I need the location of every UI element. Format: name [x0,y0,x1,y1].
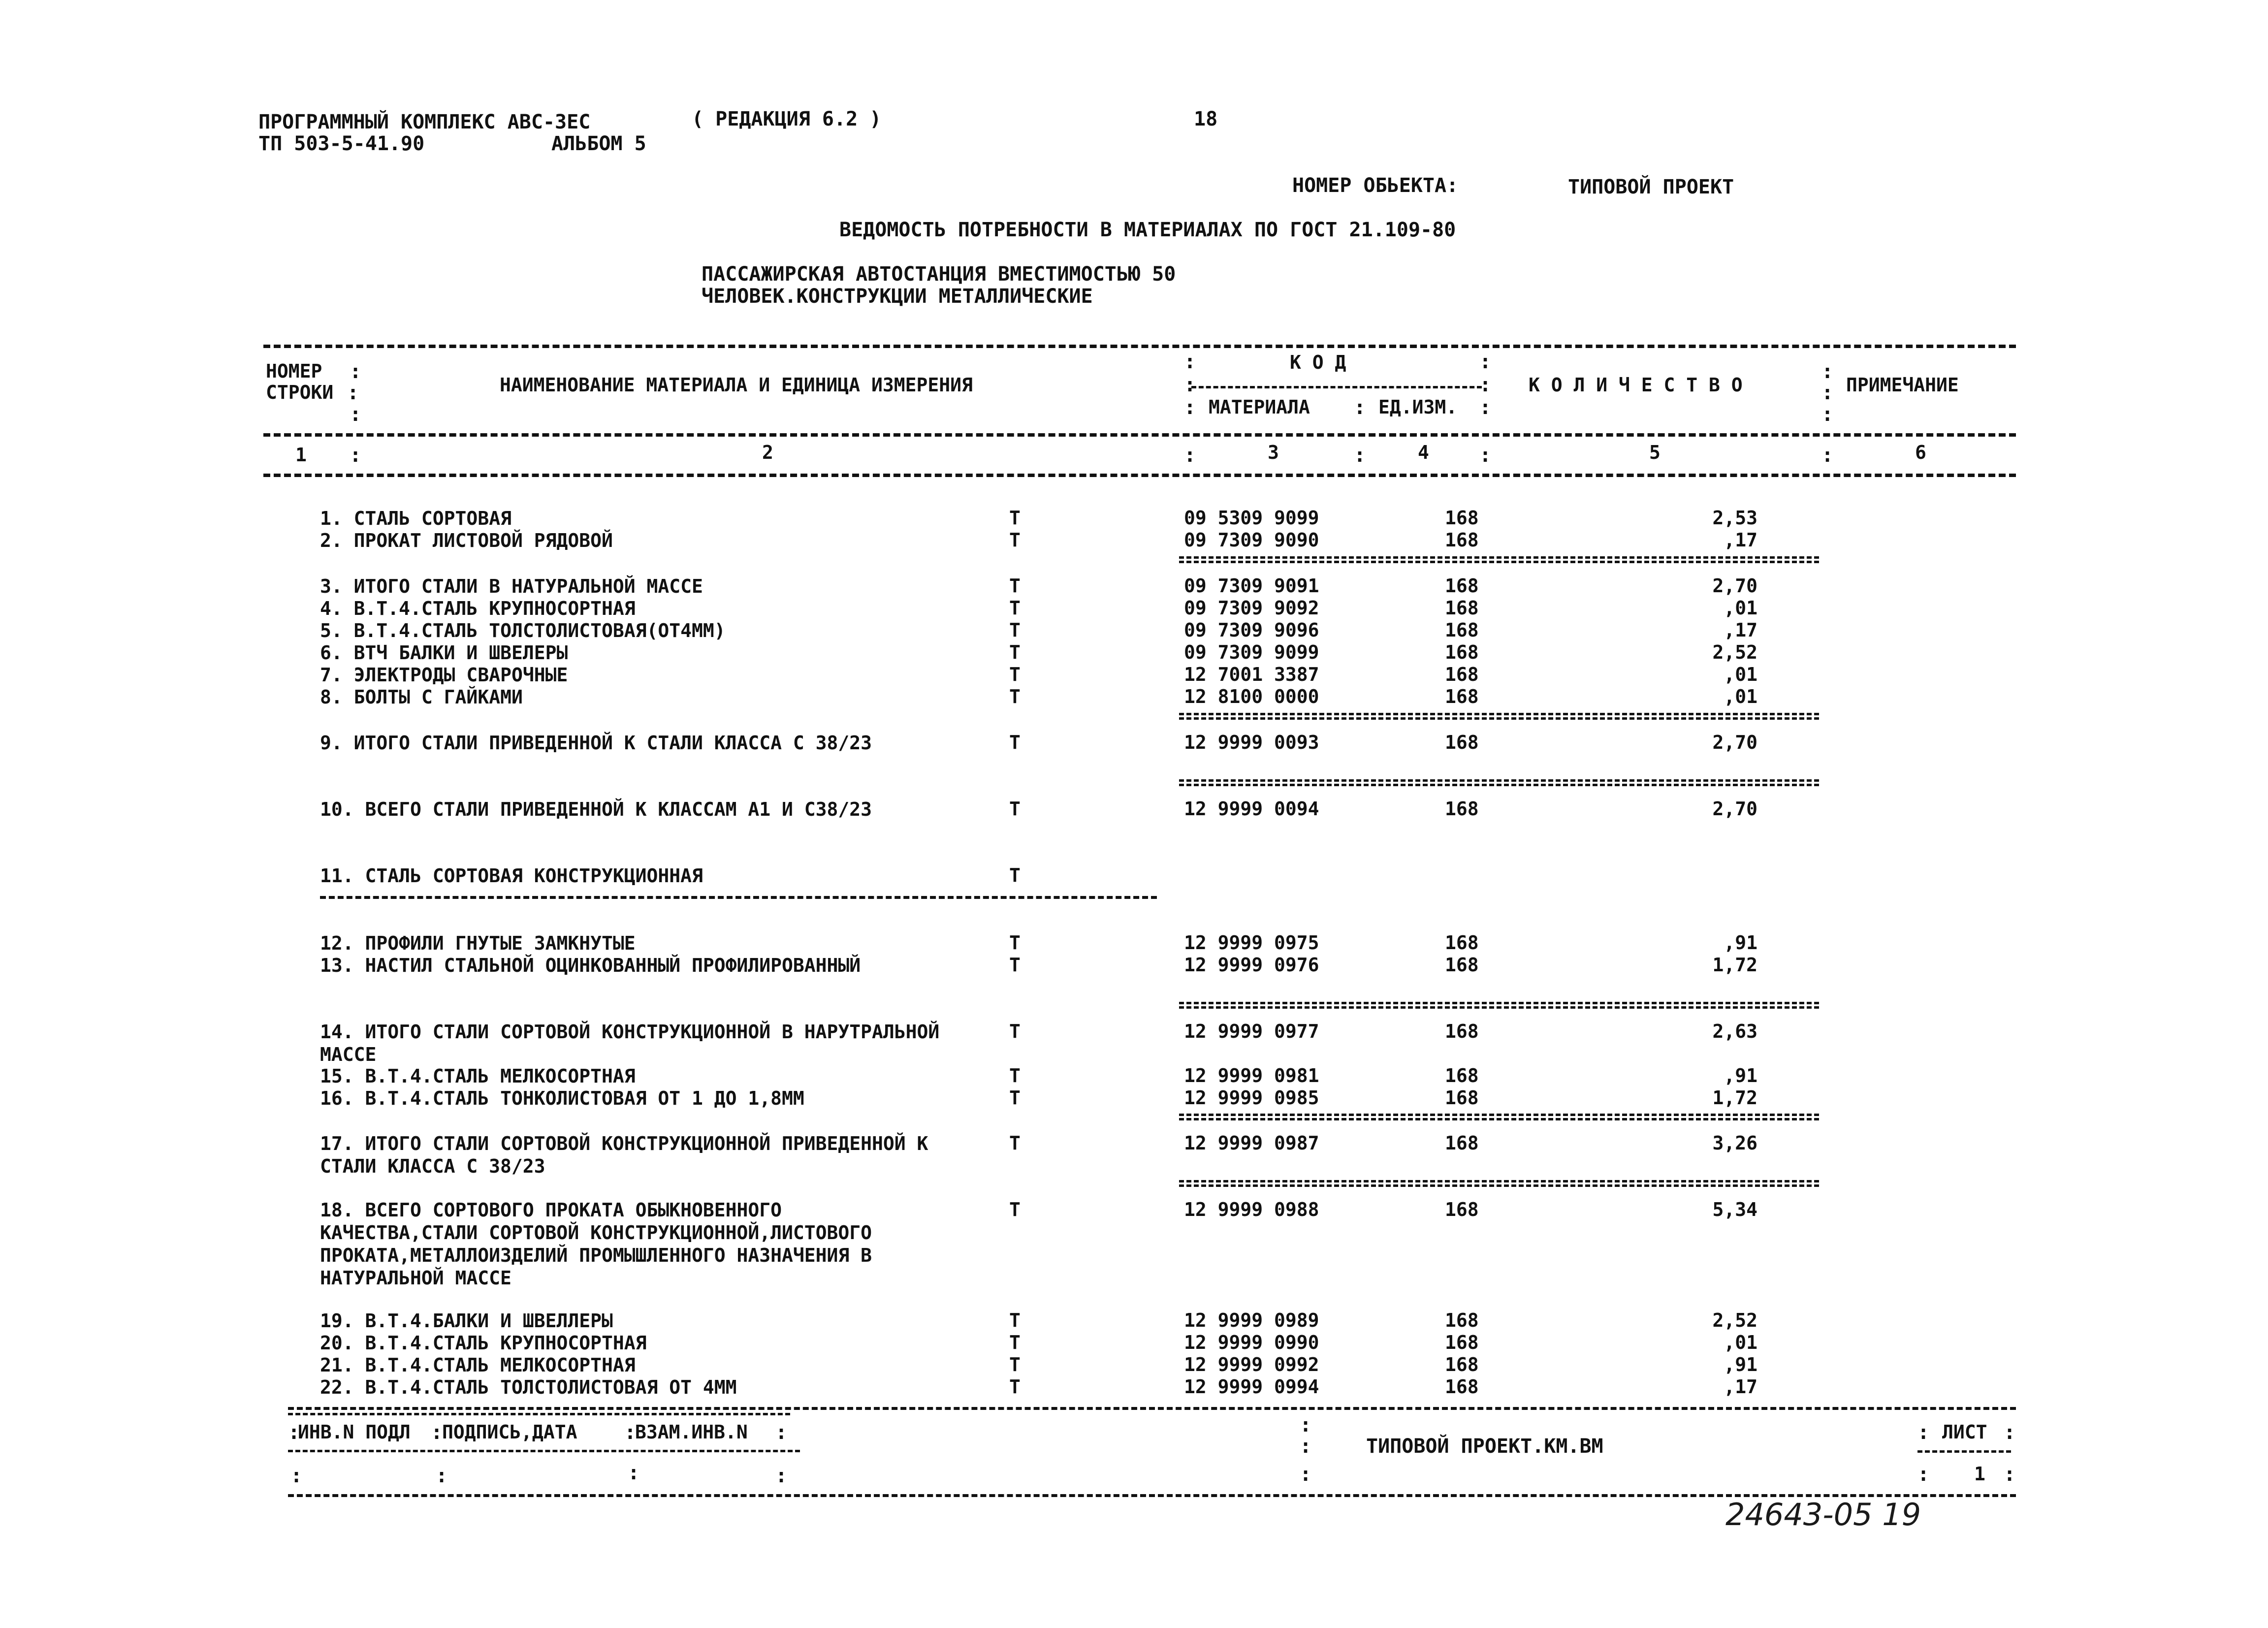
separator: : [1354,396,1366,419]
row-number: 20. [320,1332,354,1354]
separator: : [1821,444,1834,467]
material-code: 12 9999 0990 [1184,1332,1319,1353]
total-separator [1179,1002,1819,1009]
separator: : [775,1465,788,1487]
material-name: ИТОГО СТАЛИ В НАТУРАЛЬНОЙ МАССЕ [353,575,703,597]
quantity: 3,26 [1712,1132,1757,1154]
unit: Т [1009,1354,1021,1375]
unit-code: 168 [1445,732,1479,753]
separator: : [1300,1463,1312,1486]
total-separator [1179,556,1819,563]
material-code: 12 9999 0987 [1184,1132,1319,1154]
quantity: 2,52 [1712,641,1757,663]
row-number: 3. [320,575,343,597]
unit: Т [1009,1376,1021,1398]
edition: ( РЕДАКЦИЯ 6.2 ) [692,108,882,130]
row-number: 8. [320,686,343,708]
unit-code: 168 [1445,1132,1479,1154]
unit: Т [1009,597,1021,619]
unit-code: 168 [1445,1354,1479,1375]
code-header: К О Д [1290,351,1346,373]
row-number: 10. [320,798,354,820]
stamp-top-rule [288,1407,2016,1410]
material-code: 09 7309 9090 [1184,529,1319,551]
row-number-header-1: НОМЕР [266,360,322,382]
material-name: ВСЕГО СОРТОВОГО ПРОКАТА ОБЫКНОВЕННОГО КАЧЕСТВА,СТАЛИ СОРТОВОЙ КОНСТРУКЦИОННОЙ,ЛИСТОВОГО ПРОКАТА,МЕТАЛЛОИЗДЕЛИЙ ПРОМЫШЛЕННОГО НАЗНАЧЕНИЯ В НАТУРАЛЬНОЙ МАССЕ [320,1199,872,1289]
unit-code: 168 [1445,1065,1479,1086]
unit-code: 168 [1445,1376,1479,1398]
album: АЛЬБОМ 5 [551,132,646,155]
separator: : [347,382,359,404]
quantity: ,17 [1724,619,1757,641]
stamp-title: ТИПОВОЙ ПРОЕКТ.КМ.ВМ [1366,1435,1603,1458]
subject-line-2: ЧЕЛОВЕК.КОНСТРУКЦИИ МЕТАЛЛИЧЕСКИЕ [702,285,1093,308]
quantity: 2,53 [1712,507,1757,529]
unit: Т [1009,864,1021,886]
unit: Т [1009,1199,1021,1220]
material-code: 12 9999 0975 [1184,932,1319,954]
object-number-value: ТИПОВОЙ ПРОЕКТ [1568,176,1734,198]
material-name: В.Т.4.БАЛКИ И ШВЕЛЛЕРЫ [365,1310,613,1332]
quantity: ,01 [1724,664,1757,685]
quantity: 2,70 [1712,798,1757,820]
quantity: 2,63 [1712,1021,1757,1042]
material-code: 12 8100 0000 [1184,686,1319,707]
total-separator [1179,779,1819,786]
quantity: ,01 [1724,1332,1757,1353]
code-split-rule [1191,386,1482,388]
unit-code-header: ЕД.ИЗМ. [1378,396,1458,418]
handwritten-number: 24643-05 19 [1725,1497,1921,1532]
separator: : [1184,351,1196,373]
quantity: ,01 [1724,597,1757,619]
unit-code: 168 [1445,686,1479,707]
separator: : [1354,444,1366,467]
material-code: 12 9999 0994 [1184,1376,1319,1398]
unit-code: 168 [1445,1199,1479,1220]
inv-number-label: ИНВ.N ПОДЛ [298,1421,411,1443]
object-number-label: НОМЕР ОБЬЕКТА: [1292,174,1459,197]
material-code: 09 5309 9099 [1184,507,1319,529]
material-code: 12 9999 0093 [1184,732,1319,753]
header-mid-rule [263,433,2016,437]
column-number-5: 5 [1649,442,1661,463]
material-name: ВСЕГО СТАЛИ ПРИВЕДЕННОЙ К КЛАССАМ А1 И С38/23 [365,798,872,820]
column-number-3: 3 [1268,442,1279,463]
material-name: СТАЛЬ СОРТОВАЯ КОНСТРУКЦИОННАЯ [365,865,703,887]
material-name: ПРОКАТ ЛИСТОВОЙ РЯДОВОЙ [353,530,613,551]
row-number: 22. [320,1376,354,1398]
sheet-rule [1917,1450,2011,1453]
statement-title: ВЕДОМОСТЬ ПОТРЕБНОСТИ В МАТЕРИАЛАХ ПО ГОСТ 21.109-80 [839,219,1456,241]
quantity: ,17 [1724,529,1757,551]
stamp-mid-rule [288,1450,800,1452]
separator: : [1184,396,1196,419]
separator: : [350,403,362,426]
separator: : [1479,351,1492,373]
row-number: 17. [320,1133,354,1154]
quantity: ,91 [1724,1065,1757,1086]
material-code: 12 9999 0988 [1184,1199,1319,1220]
column-number-1: 1 [295,444,307,466]
separator: : [1479,396,1492,419]
quantity: ,01 [1724,686,1757,707]
row-number: 15. [320,1065,354,1087]
quantity: 2,70 [1712,575,1757,597]
unit: Т [1009,1021,1021,1042]
material-code: 09 7309 9091 [1184,575,1319,597]
material-code: 12 9999 0976 [1184,954,1319,976]
unit-code: 168 [1445,575,1479,597]
unit-code: 168 [1445,954,1479,976]
signature-date-label: ПОДПИСЬ,ДАТА [442,1421,577,1443]
row-number: 14. [320,1021,354,1043]
separator: : [2004,1421,2016,1444]
row-number: 6. [320,642,343,664]
unit: Т [1009,1087,1021,1109]
material-name: ВТЧ БАЛКИ И ШВЕЛЕРЫ [353,642,568,664]
separator: : [1917,1463,1930,1486]
unit-code: 168 [1445,507,1479,529]
name-column-header: НАИМЕНОВАНИЕ МАТЕРИАЛА И ЕДИНИЦА ИЗМЕРЕНИЯ [500,374,973,396]
sheet-label: ЛИСТ [1942,1421,1987,1443]
material-name: ЭЛЕКТРОДЫ СВАРОЧНЫЕ [353,664,568,686]
material-name: ПРОФИЛИ ГНУТЫЕ ЗАМКНУТЫЕ [365,932,636,954]
unit-code: 168 [1445,932,1479,954]
separator: : [1479,444,1492,467]
subject-line-1: ПАССАЖИРСКАЯ АВТОСТАНЦИЯ ВМЕСТИМОСТЬЮ 50 [702,263,1176,286]
unit: Т [1009,954,1021,976]
material-name: В.Т.4.СТАЛЬ ТОЛСТОЛИСТОВАЯ(ОТ4ММ) [353,620,726,641]
quantity: 2,52 [1712,1309,1757,1331]
separator: : [431,1421,443,1444]
row-number: 5. [320,620,343,641]
unit-code: 168 [1445,1309,1479,1331]
material-name: В.Т.4.СТАЛЬ МЕЛКОСОРТНАЯ [365,1354,636,1376]
separator: : [1300,1435,1312,1458]
note-header: ПРИМЕЧАНИЕ [1846,374,1959,396]
unit: Т [1009,686,1021,707]
column-number-2: 2 [762,442,773,463]
material-code: 12 9999 0992 [1184,1354,1319,1375]
total-separator [1179,1180,1819,1187]
separator: : [775,1421,788,1444]
material-name: В.Т.4.СТАЛЬ МЕЛКОСОРТНАЯ [365,1065,636,1087]
quantity: 1,72 [1712,1087,1757,1109]
row-number: 18. [320,1199,354,1221]
material-code: 09 7309 9099 [1184,641,1319,663]
unit: Т [1009,664,1021,685]
unit-code: 168 [1445,1021,1479,1042]
unit: Т [1009,1132,1021,1154]
unit: Т [1009,529,1021,551]
row-number: 4. [320,598,343,619]
row-number: 11. [320,865,354,887]
column-number-6: 6 [1915,442,1926,463]
row-number-header-2: СТРОКИ [266,382,334,403]
material-name: ИТОГО СТАЛИ СОРТОВОЙ КОНСТРУКЦИОННОЙ В НАРУТРАЛЬНОЙ МАССЕ [320,1021,940,1065]
quantity-header: К О Л И Ч Е С Т В О [1529,374,1743,396]
unit-code: 168 [1445,597,1479,619]
separator: : [1821,360,1834,383]
project-code: ТП 503-5-41.90 [258,132,425,155]
unit: Т [1009,932,1021,954]
stamp-top-rule-2 [288,1413,790,1415]
separator: : [1479,374,1492,396]
unit: Т [1009,619,1021,641]
material-name: БОЛТЫ С ГАЙКАМИ [353,686,523,708]
material-name: ИТОГО СТАЛИ СОРТОВОЙ КОНСТРУКЦИОННОЙ ПРИВЕДЕННОЙ К СТАЛИ КЛАССА С 38/23 [320,1133,928,1177]
quantity: 1,72 [1712,954,1757,976]
material-name: В.Т.4.СТАЛЬ ТОЛСТОЛИСТОВАЯ ОТ 4ММ [365,1376,737,1398]
unit-code: 168 [1445,619,1479,641]
separator: : [1917,1421,1930,1444]
row-number: 2. [320,530,343,551]
row-number: 1. [320,508,343,529]
replacement-inv-label: ВЗАМ.ИНВ.N [635,1421,748,1443]
material-name: В.Т.4.СТАЛЬ ТОНКОЛИСТОВАЯ ОТ 1 ДО 1,8ММ [365,1087,804,1109]
separator: : [1300,1414,1312,1436]
separator: : [1821,403,1834,426]
unit: Т [1009,507,1021,529]
unit: Т [1009,798,1021,820]
unit: Т [1009,1309,1021,1331]
material-code: 12 9999 0985 [1184,1087,1319,1109]
row-number: 7. [320,664,343,686]
quantity: ,91 [1724,932,1757,954]
unit: Т [1009,575,1021,597]
unit-code: 168 [1445,1087,1479,1109]
header-bottom-rule [263,474,2016,477]
separator: : [1184,374,1196,396]
unit-code: 168 [1445,664,1479,685]
material-name: НАСТИЛ СТАЛЬНОЙ ОЦИНКОВАННЫЙ ПРОФИЛИРОВАННЫЙ [365,955,861,976]
material-code: 09 7309 9092 [1184,597,1319,619]
material-name: В.Т.4.СТАЛЬ КРУПНОСОРТНАЯ [365,1332,647,1354]
quantity: 5,34 [1712,1199,1757,1220]
material-code: 12 9999 0989 [1184,1309,1319,1331]
material-name: ИТОГО СТАЛИ ПРИВЕДЕННОЙ К СТАЛИ КЛАССА С 38/23 [353,732,872,754]
unit: Т [1009,1065,1021,1086]
unit: Т [1009,732,1021,753]
separator: : [2004,1463,2016,1486]
sheet-number: 1 [1974,1463,1985,1485]
separator: : [1821,382,1834,404]
program-name: ПРОГРАММНЫЙ КОМПЛЕКС АВС-3ЕС [258,111,591,133]
separator: : [628,1462,640,1484]
unit-code: 168 [1445,641,1479,663]
unit-code: 168 [1445,1332,1479,1353]
header-top-rule [263,345,2016,348]
unit: Т [1009,641,1021,663]
separator: : [350,360,362,383]
unit: Т [1009,1332,1021,1353]
material-code: 12 9999 0977 [1184,1021,1319,1042]
row-number: 13. [320,955,354,976]
material-code: 12 7001 3387 [1184,664,1319,685]
unit-code: 168 [1445,798,1479,820]
separator: : [436,1465,448,1487]
row-number: 12. [320,932,354,954]
total-separator [1179,1114,1819,1120]
separator: : [350,444,362,467]
material-code: 12 9999 0981 [1184,1065,1319,1086]
row-number: 19. [320,1310,354,1332]
quantity: 2,70 [1712,732,1757,753]
column-number-4: 4 [1418,442,1429,463]
section-rule [320,896,1157,899]
material-code: 12 9999 0094 [1184,798,1319,820]
separator: : [288,1421,300,1444]
unit-code: 168 [1445,529,1479,551]
material-name: В.Т.4.СТАЛЬ КРУПНОСОРТНАЯ [353,598,636,619]
total-separator [1179,713,1819,720]
quantity: ,91 [1724,1354,1757,1375]
page-number: 18 [1194,108,1218,130]
separator: : [1184,444,1196,467]
separator: : [624,1421,637,1444]
row-number: 9. [320,732,343,754]
material-code: 09 7309 9096 [1184,619,1319,641]
separator: : [290,1465,303,1487]
material-code-header: МАТЕРИАЛА [1209,396,1310,418]
quantity: ,17 [1724,1376,1757,1398]
row-number: 21. [320,1354,354,1376]
row-number: 16. [320,1087,354,1109]
material-name: СТАЛЬ СОРТОВАЯ [353,508,511,529]
